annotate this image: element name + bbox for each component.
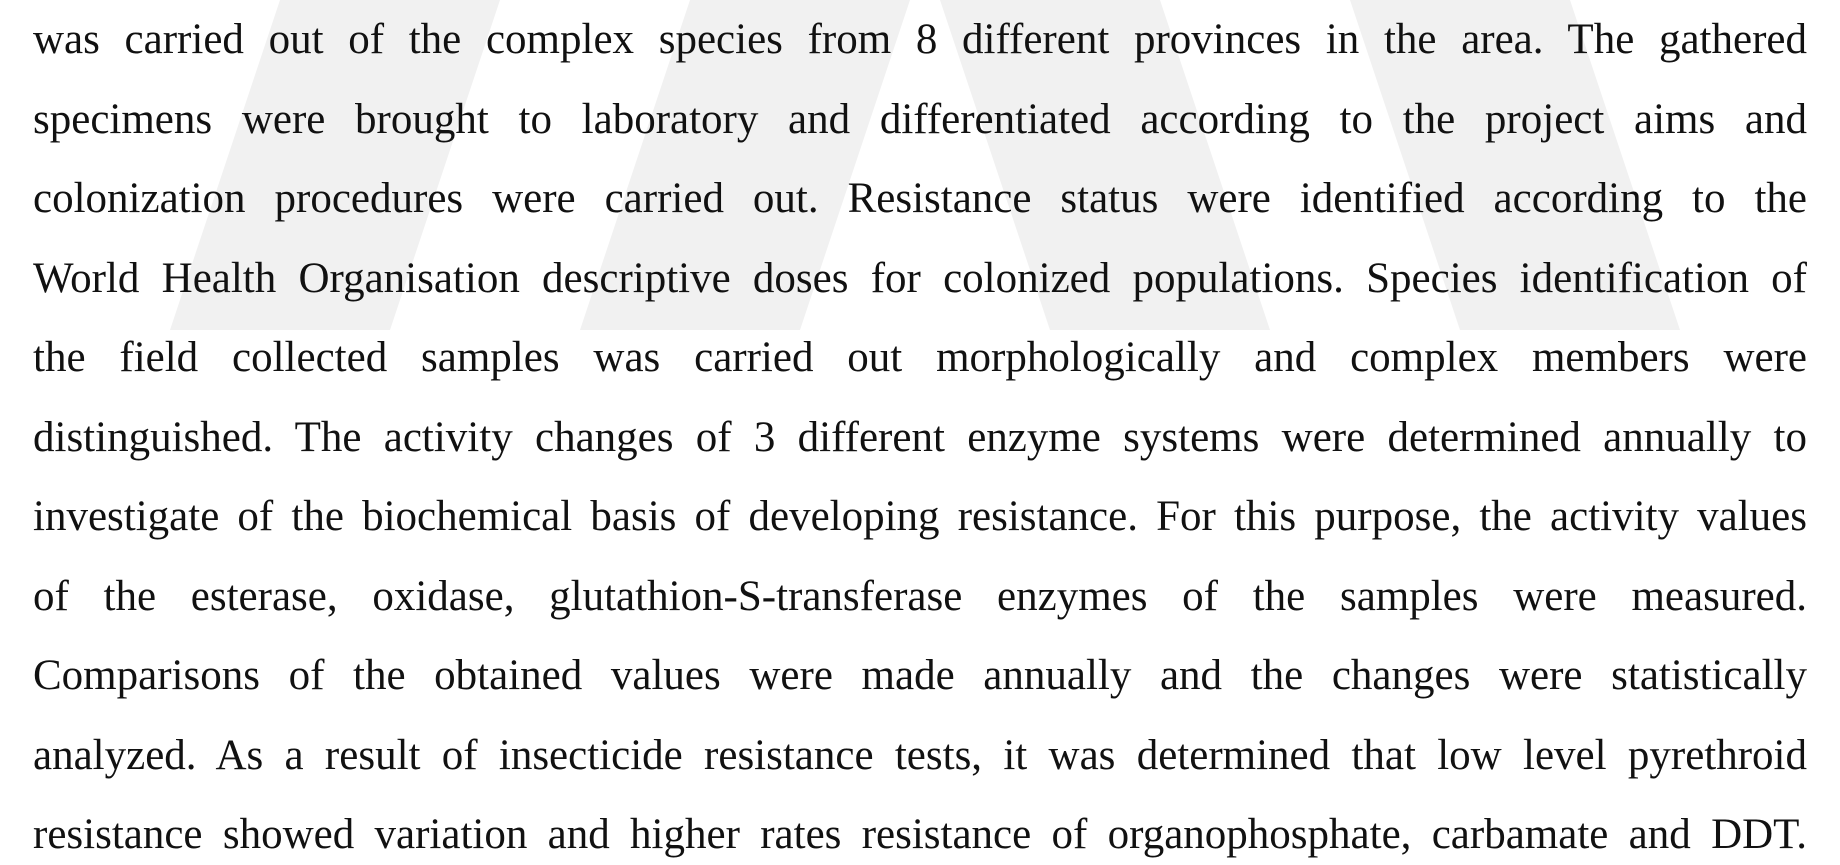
paragraph-line: investigate of the biochemical basis of developing resistance. For this purpose, the activity values <box>33 493 1807 540</box>
abstract-paragraph <box>33 0 1807 865</box>
paragraph-line: World Health Organisation descriptive doses for colonized populations. Species identification of <box>33 254 1807 302</box>
paragraph-line: was carried out of the complex species from 8 different provinces in the area. The gathered <box>33 16 1807 63</box>
paragraph-line: Comparisons of the obtained values were made annually and the changes were statistically <box>33 652 1807 699</box>
paragraph-line: colonization procedures were carried out. Resistance status were identified according to the <box>33 175 1807 222</box>
paragraph-line: the field collected samples was carried out morphologically and complex members were <box>33 334 1807 381</box>
paragraph-line: distinguished. The activity changes of 3 different enzyme systems were determined annually to <box>33 413 1807 461</box>
paragraph-line: of the esterase, oxidase, glutathion-S-transferase enzymes of the samples were measured. <box>33 572 1807 620</box>
paragraph-line: resistance showed variation and higher rates resistance of organophosphate, carbamate and DDT. <box>33 811 1807 858</box>
paragraph-line: analyzed. As a result of insecticide resistance tests, it was determined that low level pyrethroid <box>33 731 1807 779</box>
paragraph-line: specimens were brought to laboratory and differentiated according to the project aims and <box>33 95 1807 143</box>
